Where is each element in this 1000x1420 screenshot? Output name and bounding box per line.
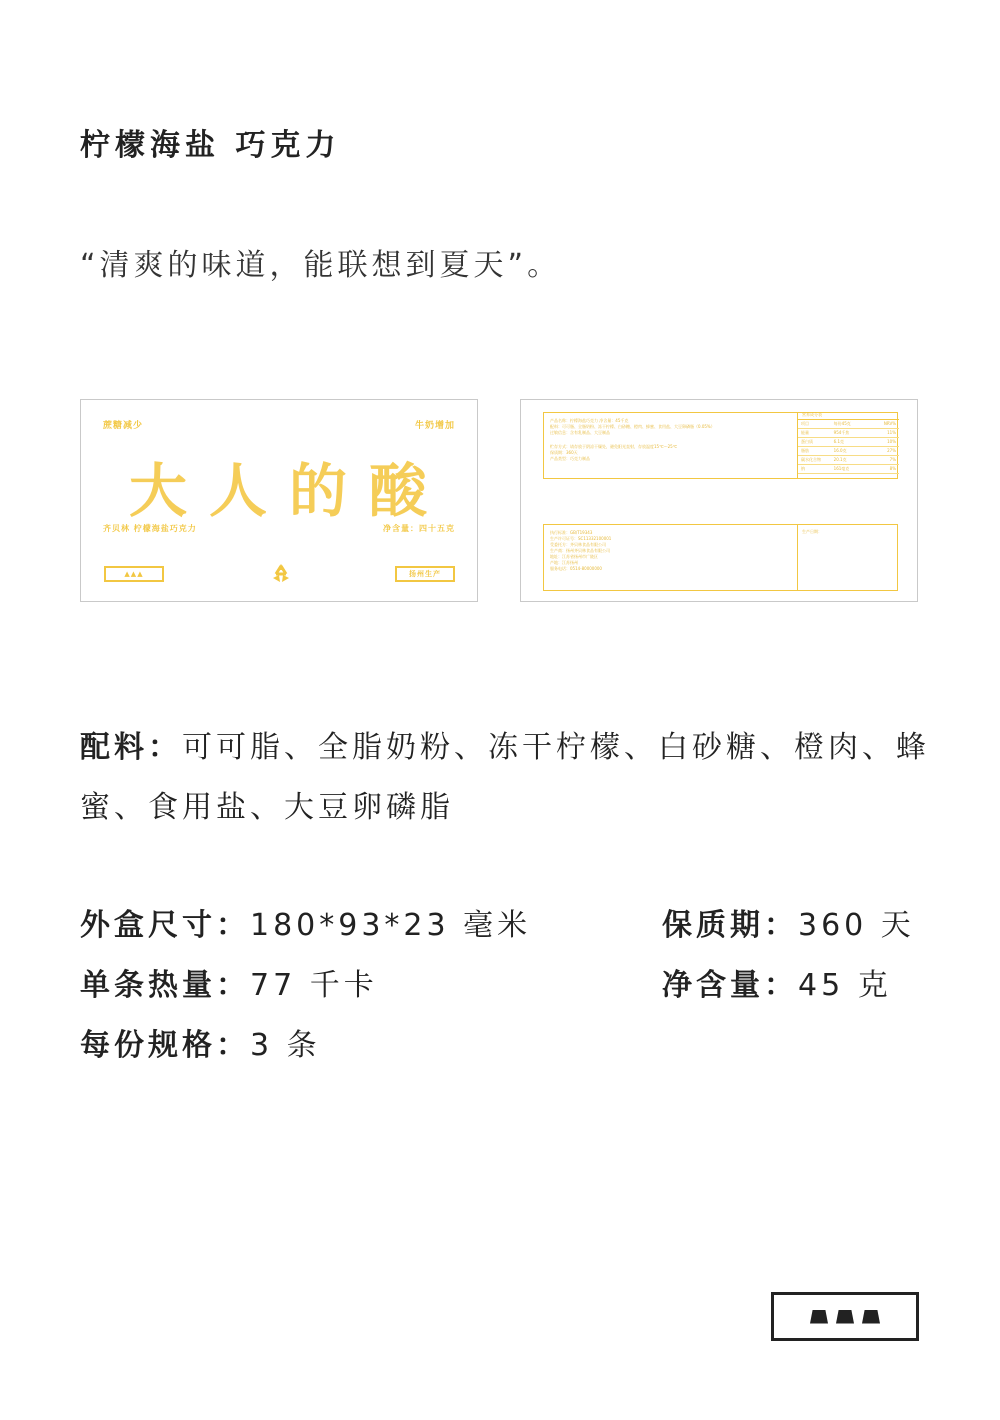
nutrition-cell: 954千焦 <box>833 430 850 435</box>
producer-line: 生产商：扬州齐贝林食品有限公司 <box>550 548 610 553</box>
spec-label: 每份规格： <box>80 1028 250 1063</box>
front-top-right-text: 牛奶增加 <box>414 421 455 431</box>
producer-line: 服务电话：0514-80000000 <box>550 566 602 571</box>
producer-line: 生产许可证号：SC11332100001 <box>550 536 612 541</box>
spec-box-size <box>80 900 531 944</box>
nutrition-row <box>798 429 899 438</box>
back-ingredient-line: 贮存方式：请存放于阴凉干燥处，避免阳光直射，存放温度15℃～25℃ <box>550 444 678 449</box>
spec-label: 单条热量： <box>80 968 250 1003</box>
nutrition-cell: 10% <box>887 439 897 444</box>
nutrition-row <box>798 465 899 474</box>
nutrition-cell: 7% <box>889 457 897 462</box>
spec-net-weight <box>662 960 892 1004</box>
back-ingredient-line: 产品名称：柠檬海盐巧克力 净含量：45千克 <box>550 418 629 423</box>
back-ingredient-block <box>550 418 715 462</box>
spec-value: 180*93*23 毫米 <box>250 908 532 943</box>
nutrition-table <box>797 412 899 478</box>
package-front-label <box>80 399 478 602</box>
nutrition-cell: 碳水化合物 <box>801 457 821 462</box>
front-headline: 大人的酸 <box>129 457 450 525</box>
nutrition-row <box>798 438 899 447</box>
recycle-icon <box>270 563 292 585</box>
back-ingredient-line: 产品类型：巧克力制品 <box>550 456 590 461</box>
spec-value: 3 条 <box>250 1028 321 1063</box>
production-date-box <box>797 524 899 590</box>
spec-label: 保质期： <box>662 908 798 943</box>
nutrition-title: 营养成分表 <box>798 412 899 420</box>
logo-block-icon <box>810 1310 828 1324</box>
logo-block-icon <box>862 1310 880 1324</box>
producer-info <box>550 530 611 572</box>
back-ingredient-line: 过敏信息：含有乳制品、大豆制品 <box>550 430 610 435</box>
nutrition-row <box>798 456 899 465</box>
nutrition-cell: 钠 <box>801 466 805 471</box>
nutrition-cell: 每份45克 <box>833 421 851 426</box>
front-brand-line: 齐贝林 柠檬海盐巧克力 <box>103 524 197 533</box>
front-top-left-text: 蔗糖减少 <box>103 421 144 431</box>
producer-line: 地址：江苏省扬州市广陵区 <box>550 554 598 559</box>
nutrition-row <box>798 447 899 456</box>
back-top-frame <box>543 412 898 479</box>
nutrition-cell: 16.0克 <box>833 448 847 453</box>
nutrition-cell: 27% <box>887 448 897 453</box>
production-date-label: 生产日期： <box>802 529 822 534</box>
nutrition-row <box>798 420 899 429</box>
page-title: 柠檬海盐 巧克力 <box>80 128 341 163</box>
brand-logo <box>771 1292 919 1341</box>
spec-value: 360 天 <box>798 908 915 943</box>
nutrition-cell: 11% <box>887 430 897 435</box>
tagline-quote: “清爽的味道，能联想到夏天”。 <box>80 248 562 283</box>
nutrition-cell: 能量 <box>801 430 809 435</box>
spec-label: 外盒尺寸： <box>80 908 250 943</box>
nutrition-cell: 项目 <box>801 421 809 426</box>
producer-line: 执行标准：GB/T19343 <box>550 530 593 535</box>
ingredients-section <box>80 718 940 838</box>
producer-line: 受委托方：齐贝林食品有限公司 <box>550 542 606 547</box>
front-left-tag: ▲▲▲ <box>104 566 164 582</box>
spec-serving <box>80 1020 321 1064</box>
logo-block-icon <box>836 1310 854 1324</box>
producer-line: 产地：江苏扬州 <box>550 560 578 565</box>
spec-shelf-life <box>662 900 915 944</box>
nutrition-cell: NRV% <box>883 421 897 426</box>
back-bottom-frame <box>543 524 898 591</box>
nutrition-rows <box>798 420 899 474</box>
spec-value: 77 千卡 <box>250 968 378 1003</box>
nutrition-cell: 6.1克 <box>833 439 845 444</box>
package-back-label <box>520 399 918 602</box>
back-ingredient-line: 配料：可可脂、全脂奶粉、冻干柠檬、白砂糖、橙肉、蜂蜜、食用盐、大豆卵磷脂（0.05%） <box>550 424 715 429</box>
nutrition-cell: 蛋白质 <box>801 439 813 444</box>
nutrition-cell: 161毫克 <box>833 466 850 471</box>
front-right-tag: 扬州生产 <box>395 566 455 582</box>
back-ingredient-line: 保质期：360天 <box>550 450 578 455</box>
nutrition-cell: 20.1克 <box>833 457 847 462</box>
nutrition-cell: 脂肪 <box>801 448 809 453</box>
spec-value: 45 克 <box>798 968 892 1003</box>
ingredients-text: 可可脂、全脂奶粉、冻干柠檬、白砂糖、橙肉、蜂蜜、食用盐、大豆卵磷脂 <box>80 730 930 825</box>
ingredients-label: 配料： <box>80 730 182 765</box>
spec-label: 净含量： <box>662 968 798 1003</box>
nutrition-cell: 8% <box>889 466 897 471</box>
spec-calories <box>80 960 378 1004</box>
front-net-weight: 净含量：四十五克 <box>383 524 455 533</box>
